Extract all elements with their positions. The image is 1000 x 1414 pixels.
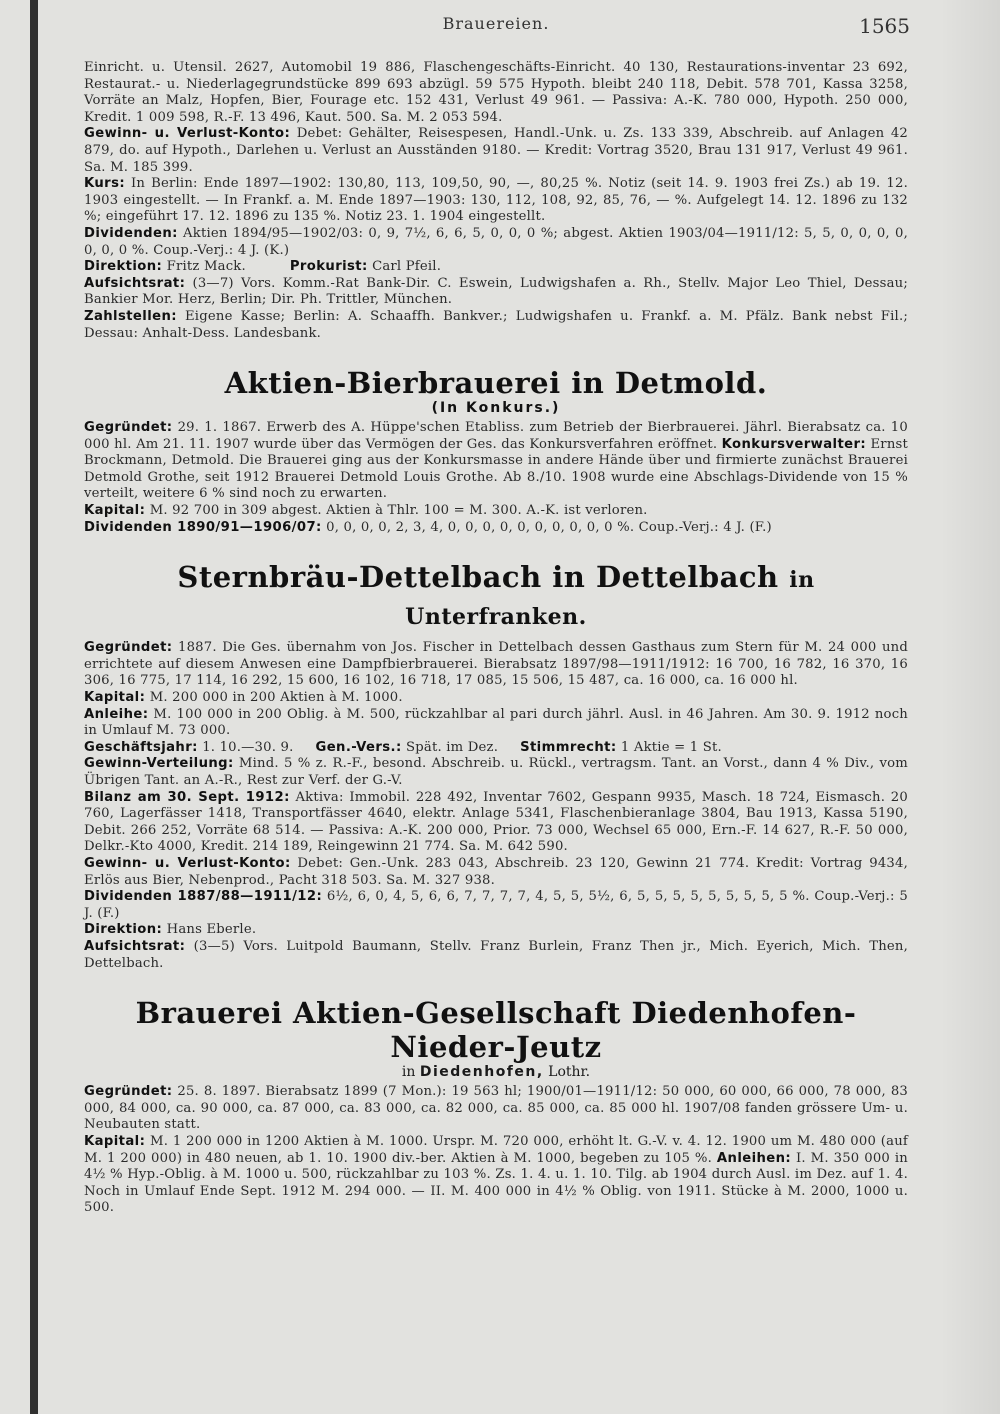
company-location: in Unterfranken.: [405, 567, 815, 631]
general-meeting-label: Gen.-Vers.:: [315, 739, 402, 755]
profit-loss-paragraph-dettelbach: [84, 856, 908, 889]
dividends-paragraph-detmold: [84, 520, 908, 537]
balance-paragraph: Einricht. u. Utensil. 2627, Automobil 19 886, Flaschengeschäfts-Einricht. 40 130, Restaurations-inventar 23 692, Restaurat.- u. Niederlagegrundstücke 899 693 abzügl. 59 575 Hypoth. bleibt 240 118, Debit. 578 701, Kassa 3258, Vorräte an Malz, Hopfen, Bier, Fourage etc. 152 431, Verlust 49 961. — Passiva: A.-K. 780 000, Hypoth. 250 000, Kredit. 1 009 598, R.-F. 13 496, Kaut. 500. Sa. M. 2 053 594.: [84, 60, 908, 125]
balance-label: Bilanz am 30. Sept. 1912:: [84, 789, 290, 805]
direction-paragraph-dettelbach: [84, 922, 908, 939]
capital-paragraph-diedenhofen: [84, 1134, 908, 1217]
loan-label: Anleihe:: [84, 706, 149, 722]
page-shadow: [940, 0, 1000, 1414]
supervisory-board-paragraph: [84, 276, 908, 309]
direction-label: Direktion:: [84, 922, 163, 938]
profit-loss-label: Gewinn- u. Verlust-Konto:: [84, 126, 291, 142]
capital-label: Kapital:: [84, 690, 146, 706]
paying-agents-paragraph: [84, 309, 908, 342]
receiver-label: Konkursverwalter:: [721, 436, 867, 452]
loan-paragraph-dettelbach: [84, 707, 908, 740]
company-title-detmold: Aktien-Bierbrauerei in Detmold.: [224, 366, 768, 401]
profit-loss-text: Debet: Gen.-Unk. 283 043, Abschreib. 23 120, Gewinn 21 774. Kredit: Vortrag 9434, Erlös aus Bier, Nebenprod., Pacht 318 503. Sa. M. 327 938.: [84, 855, 908, 888]
capital-text: M. 200 000 in 200 Aktien à M. 1000.: [149, 690, 403, 706]
direction-text: Hans Eberle.: [166, 922, 257, 938]
supervisory-board-label: Aufsichtsrat:: [84, 938, 186, 954]
founded-paragraph-detmold: [84, 420, 908, 503]
company-location-diedenhofen: [84, 1064, 908, 1080]
running-title: Brauereien.: [442, 14, 550, 33]
company-title-dettelbach: [84, 560, 908, 634]
fiscal-year-label: Geschäftsjahr:: [84, 739, 198, 755]
dividends-paragraph: [84, 226, 908, 259]
location-region: Lothr.: [548, 1064, 591, 1081]
page-number: 1565: [859, 14, 910, 38]
voting-right-label: Stimmrecht:: [520, 739, 617, 755]
kurs-text: In Berlin: Ende 1897—1902: 130,80, 113, 109,50, 90, —, 80,25 %. Notiz (seit 14. 9. 1903 frei Zs.) ab 19. 12. 1903 eingestellt. — In Frankf. a. M. Ende 1897—1903: 130, 112, 108, 92, 85, 76, — %. Aufgelegt 14. 12. 1896 zu 132 %; eingeführt 17. 12. 1896 zu 135 %. Notiz 23. 1. 1904 eingestellt.: [84, 176, 908, 225]
profit-distribution-label: Gewinn-Verteilung:: [84, 756, 234, 772]
dividends-text: 6½, 6, 0, 4, 5, 6, 6, 7, 7, 7, 7, 4, 5, 5, 5½, 6, 5, 5, 5, 5, 5, 5, 5, 5, 5 %. Coup.-Verj.: 5 J. (F.): [84, 889, 908, 921]
section-detmold: [84, 366, 908, 536]
loan-text: M. 100 000 in 200 Oblig. à M. 500, rückzahlbar al pari durch jährl. Ausl. in 46 Jahren. Am 30. 9. 1912 noch in Umlauf M. 73 000.: [84, 706, 908, 739]
dividends-text: 0, 0, 0, 0, 2, 3, 4, 0, 0, 0, 0, 0, 0, 0, 0, 0, 0 %. Coup.-Verj.: 4 J. (F.): [326, 519, 772, 535]
profit-distribution-paragraph: [84, 756, 908, 789]
fiscal-year-paragraph: [84, 740, 908, 757]
general-meeting-text: Spät. im Dez.: [406, 739, 499, 755]
fiscal-year-text: 1. 10.—30. 9.: [202, 739, 294, 755]
receiver-text: Ernst Brockmann, Detmold. Die Brauerei ging aus der Konkursmasse in andere Hände über und firmierte zunächst Brauerei Detmold Grothe, seit 1912 Brauerei Detmold Louis Grothe. Ab 8./10. 1908 wurde eine Abschlags-Dividende von 15 % verteilt, weitere 6 % sind noch zu erwarten.: [84, 436, 908, 502]
founded-label: Gegründet:: [84, 420, 173, 436]
supervisory-board-text: (3—5) Vors. Luitpold Baumann, Stellv. Franz Burlein, Franz Then jr., Mich. Eyerich, Mich. Then, Dettelbach.: [84, 938, 908, 971]
prokurist-text: Carl Pfeil.: [372, 259, 442, 275]
profit-loss-paragraph: [84, 126, 908, 176]
founded-paragraph-dettelbach: [84, 640, 908, 690]
profit-distribution-text: Mind. 5 % z. R.-F., besond. Abschreib. u. Rückl., vertragsm. Tant. an Vorst., dann 4 % Div., vom Übrigen Tant. an A.-R., Rest zur Verf. der G.-V.: [84, 756, 908, 788]
location-prefix: in: [401, 1064, 416, 1081]
dividends-paragraph-dettelbach: [84, 889, 908, 922]
supervisory-board-paragraph-dettelbach: [84, 939, 908, 972]
section-dettelbach: [84, 560, 908, 972]
founded-paragraph-diedenhofen: [84, 1084, 908, 1134]
capital-text: M. 1 200 000 in 1200 Aktien à M. 1000. Urspr. M. 720 000, erhöht lt. G.-V. v. 4. 12. 1900 um M. 480 000 (auf M. 1 200 000) in 480 neuen, ab 1. 10. 1900 div.-ber. Aktien à M. 1000, begeben zu 105 %.: [84, 1133, 908, 1166]
supervisory-board-label: Aufsichtsrat:: [84, 275, 186, 291]
profit-loss-text: Debet: Gehälter, Reisespesen, Handl.-Unk. u. Zs. 133 339, Abschreib. auf Anlagen 42 879, do. auf Hypoth., Darlehen u. Verlust an Ausständen 9180. — Kredit: Vortrag 3520, Brau 131 917, Verlust 49 961. Sa. M. 185 399.: [84, 126, 909, 175]
balance-text: Aktiva: Immobil. 228 492, Inventar 7602, Gespann 9935, Masch. 18 724, Eismasch. 20 760, Lagerfässer 1418, Transportfässer 4640, elektr. Anlage 5341, Flaschenbieranlage 3804, Bau 1913, Kassa 5190, Debit. 266 252, Vorräte 68 514. — Passiva: A.-K. 200 000, Prior. 73 000, Wechsel 65 000, Ern.-F. 14 627, R.-F. 50 000, Delkr.-Kto 4000, Kredit. 214 189, Reingewinn 21 774. Sa. M. 642 590.: [84, 789, 908, 855]
capital-text: M. 92 700 in 309 abgest. Aktien à Thlr. 100 = M. 300. A.-K. ist verloren.: [149, 503, 648, 519]
capital-label: Kapital:: [84, 1133, 146, 1149]
kurs-paragraph: [84, 176, 908, 226]
founded-text: 29. 1. 1867. Erwerb des A. Hüppe'schen Etabliss. zum Betrieb der Bierbrauerei. Jährl. Bierabsatz ca. 10 000 hl. Am 21. 11. 1907 wurde über das Vermögen der Ges. das Konkursverfahren eröffnet.: [84, 420, 908, 452]
section-continuation: [84, 60, 908, 342]
direction-label: Direktion:: [84, 259, 163, 275]
profit-loss-label: Gewinn- u. Verlust-Konto:: [84, 855, 291, 871]
kurs-label: Kurs:: [84, 176, 126, 192]
founded-text: 25. 8. 1897. Bierabsatz 1899 (7 Mon.): 19 563 hl; 1900/01—1911/12: 50 000, 60 000, 66 000, 78 000, 83 000, 84 000, ca. 90 000, ca. 87 000, ca. 83 000, ca. 82 000, ca. 85 000, ca. 85 000 hl. 1907/08 fanden grössere Um- u. Neubauten statt.: [84, 1084, 908, 1133]
prokurist-label: Prokurist:: [289, 259, 368, 275]
voting-right-text: 1 Aktie = 1 St.: [620, 739, 722, 755]
paying-agents-text: Eigene Kasse; Berlin: A. Schaaffh. Bankver.; Ludwigshafen u. Frankf. a. M. Pfälz. Bank nebst Fil.; Dessau: Anhalt-Dess. Landesbank.: [84, 308, 908, 341]
balance-paragraph-dettelbach: [84, 790, 908, 856]
dividends-label: Dividenden:: [84, 225, 178, 241]
company-subtitle-detmold: (In Konkurs.): [431, 400, 561, 417]
founded-label: Gegründet:: [84, 1084, 173, 1100]
capital-paragraph-detmold: [84, 503, 908, 520]
binding-edge: [30, 0, 38, 1414]
founded-label: Gegründet:: [84, 640, 173, 656]
company-name: Sternbräu-Dettelbach in Dettelbach: [177, 560, 779, 595]
founded-text: 1887. Die Ges. übernahm von Jos. Fischer in Dettelbach dessen Gasthaus zum Stern für M. 24 000 und errichtete auf diesem Anwesen eine Dampfbierbrauerei. Bierabsatz 1897/98—1911/1912: 16 700, 16 782, 16 370, 16 306, 16 775, 17 114, 16 292, 15 600, 16 102, 16 718, 17 085, 15 506, 15 487, ca. 16 000, ca. 16 000 hl.: [84, 640, 908, 689]
dividends-label: Dividenden 1887/88—1911/12:: [84, 889, 323, 905]
dividends-text: Aktien 1894/95—1902/03: 0, 9, 7½, 6, 6, 5, 0, 0, 0 %; abgest. Aktien 1903/04—1911/12: 5, 5, 0, 0, 0, 0, 0, 0, 0 %. Coup.-Verj.: 4 J. (K.): [84, 225, 908, 258]
company-title-diedenhofen: Brauerei Aktien-Gesellschaft Diedenhofen-Nieder-Jeutz: [135, 996, 857, 1065]
loans-label: Anleihen:: [716, 1150, 792, 1166]
supervisory-board-text: (3—7) Vors. Komm.-Rat Bank-Dir. C. Eswein, Ludwigshafen a. Rh., Stellv. Major Leo Thiel, Dessau; Bankier Mor. Herz, Berlin; Dir. Ph. Trittler, München.: [84, 275, 908, 308]
section-diedenhofen: [84, 996, 908, 1217]
loans-text: I. M. 350 000 in 4½ % Hyp.-Oblig. à M. 1000 u. 500, rückzahlbar zu 103 %. Zs. 1. 4. u. 1. 10. Tilg. ab 1904 durch Ausl. im Dez. auf 1. 4. Noch in Umlauf Ende Sept. 1912 M. 294 000. — II. M. 400 000 in 4½ % Oblig. von 1911. Stücke à M. 2000, 1000 u. 500.: [84, 1150, 908, 1216]
direction-text: Fritz Mack.: [166, 259, 246, 275]
running-head: [84, 0, 908, 60]
capital-label: Kapital:: [84, 503, 146, 519]
paying-agents-label: Zahlstellen:: [84, 308, 177, 324]
direction-paragraph: [84, 259, 908, 276]
capital-paragraph-dettelbach: [84, 690, 908, 707]
location-city: Diedenhofen,: [419, 1064, 544, 1081]
dividends-label: Dividenden 1890/91—1906/07:: [84, 519, 322, 535]
